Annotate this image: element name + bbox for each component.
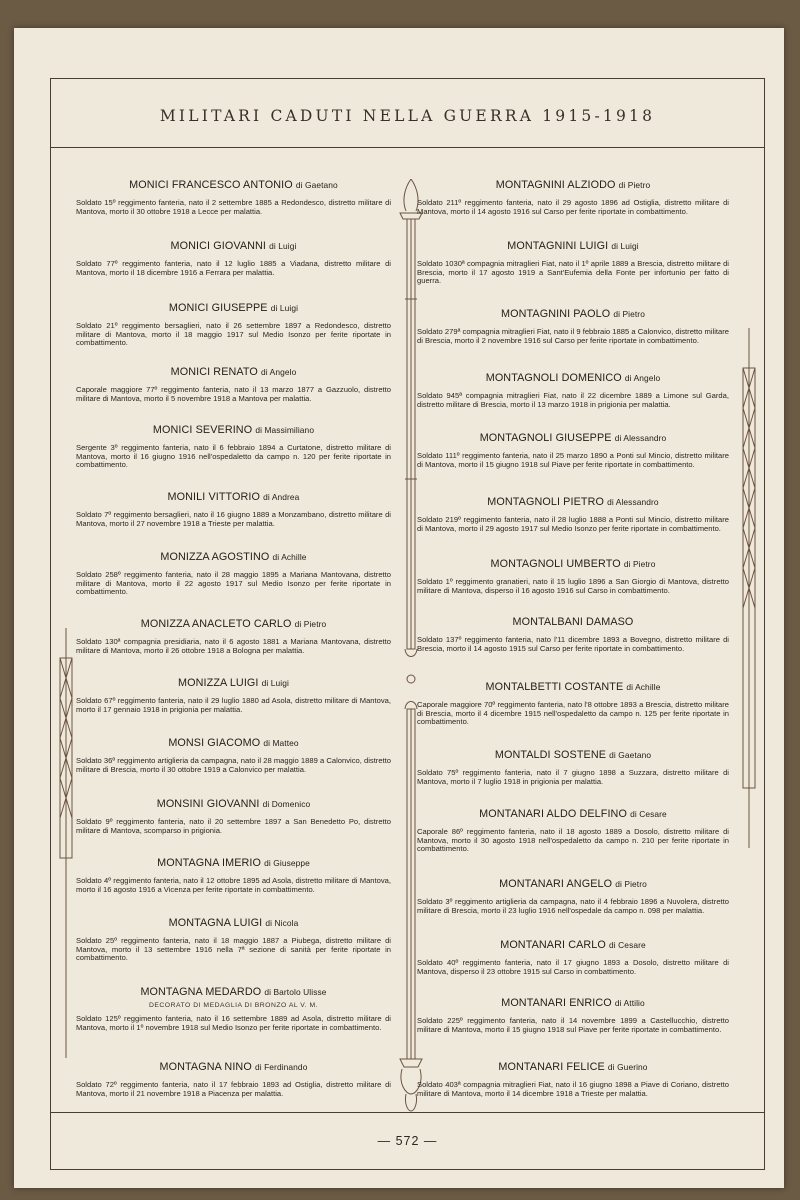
entry-text: Soldato 67º reggimento fanteria, nato il 29 luglio 1880 ad Asola, distretto militare di Mantova, morto il 17 gennaio 1918 in prigionia per malattia. bbox=[76, 696, 391, 714]
entry-text: Soldato 25º reggimento fanteria, nato il 18 maggio 1887 a Piubega, distretto militare di Mantova, morto il 13 settembre 1916 nella 7ª sezione di sanità per ferite riportate in combattimento. bbox=[76, 936, 391, 963]
entry-text: Caporale maggiore 77º reggimento fanteria, nato il 13 marzo 1877 a Gazzuolo, distretto militare di Mantova, morto il 5 novembre 1918 a Mantova per malattia. bbox=[76, 385, 391, 403]
entry-parent: di Pietro bbox=[615, 879, 647, 889]
entry-text: Soldato 225º reggimento fanteria, nato il 14 novembre 1899 a Castellucchio, distretto militare di Mantova, morto il 15 giugno 1918 sul Piave per ferite riportate in combattimento. bbox=[417, 1016, 729, 1034]
entry-parent: di Guerino bbox=[607, 1062, 648, 1072]
list-item bbox=[76, 424, 391, 470]
entry-name: MONICI RENATO bbox=[170, 366, 258, 378]
entry-parent: di Luigi bbox=[611, 241, 639, 251]
entry-parent: di Gaetano bbox=[295, 180, 338, 190]
list-item bbox=[76, 1061, 391, 1098]
entry-name: MONTAGNA MEDARDO bbox=[140, 986, 262, 998]
entry-text: Soldato 40º reggimento fanteria, nato il 17 giugno 1893 a Dosolo, distretto militare di Mantova, disperso il 23 ottobre 1915 sul Carso in combattimento. bbox=[417, 958, 729, 976]
entry-parent: di Matteo bbox=[263, 738, 299, 748]
entry-parent: di Alessandro bbox=[614, 433, 667, 443]
entry-text: Soldato 137º reggimento fanteria, nato l'11 dicembre 1893 a Bovegno, distretto militare di Brescia, morto il 14 agosto 1915 sul Carso per ferite riportate in combattimento. bbox=[417, 635, 729, 653]
entry-text: Soldato 7º reggimento bersaglieri, nato il 16 giugno 1889 a Monzambano, distretto militare di Mantova, morto il 27 novembre 1918 a Trieste per malattia. bbox=[76, 510, 391, 528]
list-item bbox=[417, 308, 729, 345]
entry-name: MONTANARI FELICE bbox=[498, 1061, 605, 1073]
list-item bbox=[76, 857, 391, 894]
left-pole-ornament-icon bbox=[56, 628, 76, 1058]
page-title: MILITARI CADUTI NELLA GUERRA 1915-1918 bbox=[159, 107, 656, 125]
list-item bbox=[417, 681, 729, 727]
entry-name: MONTANARI ANGELO bbox=[499, 878, 613, 890]
entry-text: Soldato 9º reggimento fanteria, nato il 20 settembre 1897 a San Benedetto Po, distretto militare di Mantova, scomparso in prigionia. bbox=[76, 817, 391, 835]
entry-text: Soldato 945ª compagnia mitraglieri Fiat, nato il 22 dicembre 1889 a Limone sul Garda, distretto militare di Brescia, morto il 13 marzo 1918 in prigionia per malattia. bbox=[417, 391, 729, 409]
entry-parent: di Cesare bbox=[609, 940, 646, 950]
list-item bbox=[417, 1061, 729, 1098]
entry-parent: di Achille bbox=[626, 682, 661, 692]
list-item bbox=[417, 939, 729, 976]
entry-text: Caporale 86º reggimento fanteria, nato il 18 agosto 1889 a Dosolo, distretto militare di Mantova, morto il 30 agosto 1918 nell'ospedaletto da campo n. 210 per ferite riportate in combattimento. bbox=[417, 827, 729, 854]
entry-text: Soldato 36º reggimento artiglieria da campagna, nato il 28 maggio 1889 a Calonvico, distretto militare di Brescia, morto il 30 ottobre 1919 a Calonvico per malattia. bbox=[76, 756, 391, 774]
entry-name: MONTANARI ENRICO bbox=[501, 997, 612, 1009]
entry-name: MONICI SEVERINO bbox=[152, 424, 253, 436]
entry-name: MONTANARI ALDO DELFINO bbox=[479, 808, 627, 820]
entry-name: MONSI GIACOMO bbox=[168, 737, 261, 749]
entry-text: Soldato 111º reggimento fanteria, nato il 25 marzo 1890 a Ponti sul Mincio, distretto militare di Mantova, morto il 15 giugno 1918 sul Piave per ferite riportate in combattimento. bbox=[417, 451, 729, 469]
entry-parent: di Luigi bbox=[261, 678, 289, 688]
list-item bbox=[417, 997, 729, 1034]
list-item bbox=[76, 677, 391, 714]
entry-name: MONTAGNINI ALZIODO bbox=[495, 179, 616, 191]
list-item bbox=[76, 986, 391, 1032]
entry-text: Soldato 77º reggimento fanteria, nato il 12 luglio 1885 a Viadana, distretto militare di Mantova, morto il 18 dicembre 1916 a Ferrara per malattia. bbox=[76, 259, 391, 277]
list-item bbox=[417, 372, 729, 409]
entry-text: Soldato 125º reggimento fanteria, nato il 16 settembre 1889 ad Asola, distretto militare di Mantova, morto il 1º novembre 1918 sul Medio Isonzo per ferite riportate in combattimento. bbox=[76, 1014, 391, 1032]
entry-text: Soldato 130ª compagnia presidiaria, nato il 6 agosto 1881 a Mariana Mantovana, distretto militare di Mantova, morto il 26 ottobre 1918 a Bologna per malattia. bbox=[76, 637, 391, 655]
entry-text: Soldato 21º reggimento bersaglieri, nato il 26 settembre 1897 a Redondesco, distretto militare di Mantova, morto il 18 maggio 1917 sul Medio Isonzo per ferite riportate in combattimento. bbox=[76, 321, 391, 348]
entry-text: Sergente 3º reggimento fanteria, nato il 6 febbraio 1894 a Curtatone, distretto militare di Mantova, morto il 16 giugno 1916 nell'ospedaletto da campo n. 120 per ferite riportate in combattimento. bbox=[76, 443, 391, 470]
entry-parent: di Angelo bbox=[624, 373, 661, 383]
list-item bbox=[76, 618, 391, 655]
entry-parent: di Angelo bbox=[261, 367, 297, 377]
entry-name: MONTALDI SOSTENE bbox=[494, 749, 607, 761]
entry-name: MONILI VITTORIO bbox=[167, 491, 261, 503]
entry-text: Caporale maggiore 70º reggimento fanteria, nato l'8 ottobre 1893 a Brescia, distretto militare di Brescia, morto il 4 dicembre 1915 nell'ospedaletto da campo n. 125 per ferite riportate in combattimento. bbox=[417, 700, 729, 727]
entry-parent: di Andrea bbox=[263, 492, 300, 502]
entry-name: MONSINI GIOVANNI bbox=[156, 798, 260, 810]
entry-parent: di Attilio bbox=[614, 998, 645, 1008]
entry-parent: di Cesare bbox=[630, 809, 667, 819]
list-item bbox=[76, 917, 391, 963]
list-item bbox=[76, 491, 391, 528]
entry-name: MONTAGNINI LUIGI bbox=[507, 240, 609, 252]
entry-parent: di Luigi bbox=[270, 303, 299, 313]
entry-name: MONTALBANI DAMASO bbox=[512, 616, 634, 628]
entry-name: MONTANARI CARLO bbox=[500, 939, 606, 951]
entry-text: Soldato 4º reggimento fanteria, nato il 12 ottobre 1895 ad Asola, distretto militare di Mantova, morto il 16 agosto 1916 a Vicenza per ferite riportate in combattimento. bbox=[76, 876, 391, 894]
entry-name: MONTAGNA LUIGI bbox=[168, 917, 263, 929]
page-frame bbox=[50, 78, 765, 1170]
header-band bbox=[51, 79, 764, 148]
entry-text: Soldato 1030ª compagnia mitraglieri Fiat, nato il 1º aprile 1889 a Brescia, distretto militare di Brescia, morto il 17 agosto 1919 a Sant'Eufemia della Fonte per infortunio per fatto di guerra. bbox=[417, 259, 729, 286]
entry-parent: di Pietro bbox=[618, 180, 651, 190]
entry-name: MONIZZA AGOSTINO bbox=[160, 551, 270, 563]
entry-name: MONTAGNINI PAOLO bbox=[501, 308, 611, 320]
list-item bbox=[76, 240, 391, 277]
entry-text: Soldato 72º reggimento fanteria, nato il 17 febbraio 1893 ad Ostiglia, distretto militare di Mantova, morto il 21 novembre 1918 a Piacenza per malattia. bbox=[76, 1080, 391, 1098]
list-item bbox=[417, 749, 729, 786]
entry-parent: di Achille bbox=[272, 552, 307, 562]
entry-name: MONTALBETTI COSTANTE bbox=[485, 681, 624, 693]
list-item bbox=[76, 302, 391, 348]
footer-band bbox=[51, 1112, 764, 1169]
entry-parent: di Pietro bbox=[623, 559, 656, 569]
entry-name: MONTAGNOLI DOMENICO bbox=[485, 372, 622, 384]
entry-text: Soldato 15º reggimento fanteria, nato il 2 settembre 1885 a Redondesco, distretto militare di Mantova, morto il 30 ottobre 1918 a Lecce per malattia. bbox=[76, 198, 391, 216]
entry-name: MONIZZA ANACLETO CARLO bbox=[140, 618, 292, 630]
entry-parent: di Nicola bbox=[265, 918, 299, 928]
entry-name: MONTAGNOLI UMBERTO bbox=[490, 558, 621, 570]
entry-parent: di Gaetano bbox=[609, 750, 652, 760]
entry-parent: di Giuseppe bbox=[264, 858, 310, 868]
entry-name: MONTAGNOLI PIETRO bbox=[487, 496, 604, 508]
entry-text: Soldato 211º reggimento fanteria, nato il 29 agosto 1896 ad Ostiglia, distretto militare di Mantova, morto il 14 agosto 1916 sul Carso per ferite riportate in combattimento. bbox=[417, 198, 729, 216]
entry-parent: di Luigi bbox=[269, 241, 297, 251]
entry-name: MONICI GIOVANNI bbox=[170, 240, 267, 252]
entry-text: Soldato 219º reggimento fanteria, nato il 28 luglio 1888 a Ponti sul Mincio, distretto militare di Mantova, morto il 29 agosto 1917 sul Medio Isonzo per ferite riportate in combattimento. bbox=[417, 515, 729, 533]
list-item bbox=[417, 558, 729, 595]
list-item bbox=[417, 878, 729, 915]
entry-text: Soldato 403ª compagnia mitraglieri Fiat, nato il 16 giugno 1898 a Piave di Coriano, distretto militare di Mantova, morto il 14 dicembre 1918 a Trieste per malattia. bbox=[417, 1080, 729, 1098]
list-item bbox=[76, 179, 391, 216]
entry-parent: di Alessandro bbox=[607, 497, 659, 507]
entry-parent: di Pietro bbox=[613, 309, 645, 319]
entry-parent: di Domenico bbox=[262, 799, 311, 809]
list-item bbox=[417, 240, 729, 286]
entry-text: Soldato 75º reggimento fanteria, nato il 7 giugno 1898 a Suzzara, distretto militare di Mantova, morto il 7 luglio 1918 in prigionia per malattia. bbox=[417, 768, 729, 786]
entry-name: MONICI GIUSEPPE bbox=[168, 302, 268, 314]
entry-text: Soldato 3º reggimento artiglieria da campagna, nato il 4 febbraio 1896 a Nuvolera, distretto militare di Brescia, morto il 23 luglio 1916 nell'ospedale da campo n. 098 per malattia. bbox=[417, 897, 729, 915]
list-item bbox=[417, 808, 729, 854]
list-item bbox=[417, 432, 729, 469]
entry-parent: di Ferdinando bbox=[254, 1062, 308, 1072]
entry-text: Soldato 258º reggimento fanteria, nato il 28 maggio 1895 a Mariana Mantovana, distretto militare di Mantova, morto il 22 agosto 1917 sul Medio Isonzo per ferite riportate in combattimento. bbox=[76, 570, 391, 597]
entry-name: MONIZZA LUIGI bbox=[178, 677, 259, 689]
entry-name: MONTAGNA NINO bbox=[159, 1061, 252, 1073]
list-item bbox=[76, 551, 391, 597]
entry-parent: di Massimiliano bbox=[255, 425, 315, 435]
entry-text: Soldato 279ª compagnia mitraglieri Fiat, nato il 9 febbraio 1885 a Calonvico, distretto militare di Brescia, morto il 2 novembre 1916 sul Carso per ferite riportate in combattimento. bbox=[417, 327, 729, 345]
list-item bbox=[76, 366, 391, 403]
entry-text: Soldato 1º reggimento granatieri, nato il 15 luglio 1896 a San Giorgio di Mantova, distretto militare di Mantova, disperso il 16 agosto 1916 sul Carso in combattimento. bbox=[417, 577, 729, 595]
entry-name: MONICI FRANCESCO ANTONIO bbox=[129, 179, 293, 191]
right-pole-ornament-icon bbox=[739, 328, 759, 848]
list-item bbox=[417, 179, 729, 216]
entry-name: MONTAGNOLI GIUSEPPE bbox=[479, 432, 612, 444]
list-item bbox=[417, 616, 729, 653]
page-number: — 572 — bbox=[377, 1134, 438, 1148]
decoration-note: DECORATO DI MEDAGLIA DI BRONZO AL V. M. bbox=[148, 1002, 319, 1009]
list-item bbox=[76, 737, 391, 774]
entry-parent: di Bartolo Ulisse bbox=[264, 987, 327, 997]
entry-parent: di Pietro bbox=[294, 619, 327, 629]
list-item bbox=[417, 496, 729, 533]
entry-name: MONTAGNA IMERIO bbox=[157, 857, 261, 869]
document-page bbox=[14, 28, 784, 1188]
list-item bbox=[76, 798, 391, 835]
